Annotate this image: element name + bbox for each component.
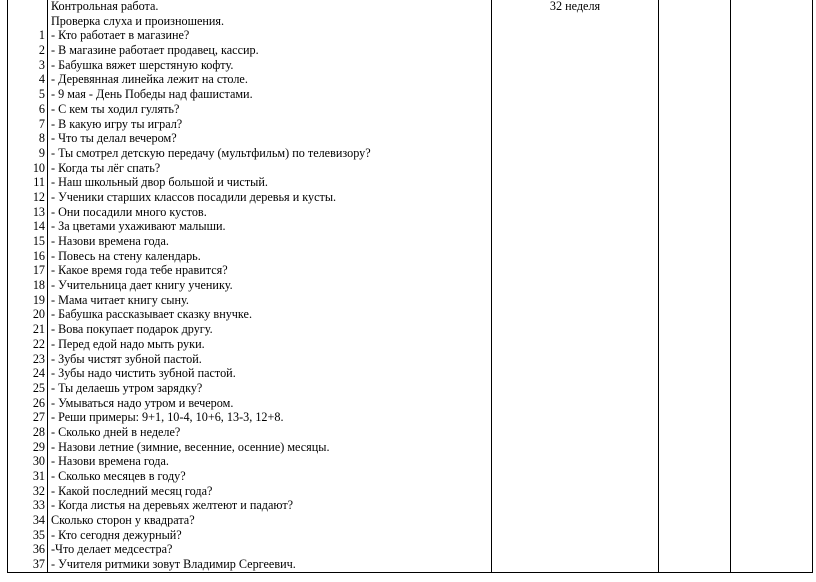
question-line: - Бабушка рассказывает сказку внучке. <box>51 307 253 322</box>
question-line: - 9 мая - День Победы над фашистами. <box>51 87 253 102</box>
question-line: - Что ты делал вечером? <box>51 131 177 146</box>
row-number: 22 <box>32 336 45 351</box>
number-column <box>8 0 48 572</box>
row-number: 19 <box>32 292 45 307</box>
row-number: 23 <box>32 351 45 366</box>
row-number: 2 <box>38 43 45 58</box>
work-title: Контрольная работа. <box>51 0 159 13</box>
question-line: - Реши примеры: 9+1, 10-4, 10+6, 13-3, 12+8. <box>51 410 284 425</box>
question-line: - С кем ты ходил гулять? <box>51 101 180 116</box>
row-number: 29 <box>32 439 45 454</box>
question-line: - Наш школьный двор большой и чистый. <box>51 175 268 190</box>
question-line: - Кто сегодня дежурный? <box>51 527 182 542</box>
question-line: - Ученики старших классов посадили деревья и кусты. <box>51 189 337 204</box>
question-line: Сколько сторон у квадрата? <box>51 513 195 528</box>
question-line: - Какой последний месяц года? <box>51 483 213 498</box>
question-line: - Назови времена года. <box>51 454 169 469</box>
question-line: - Деревянная линейка лежит на столе. <box>51 72 248 87</box>
question-list <box>51 28 491 571</box>
row-number: 30 <box>32 454 45 469</box>
row-number: 37 <box>32 557 45 572</box>
row-number: 28 <box>32 424 45 439</box>
question-line: - Назови летние (зимние, весенние, осенние) месяцы. <box>51 439 330 454</box>
row-number: 13 <box>32 204 45 219</box>
question-line: - Они посадили много кустов. <box>51 204 207 219</box>
week-label: 32 неделя <box>549 0 601 13</box>
question-line: - Ты делаешь утром зарядку? <box>51 380 203 395</box>
question-line: - Вова покупает подарок другу. <box>51 322 213 337</box>
question-line: - В какую игру ты играл? <box>51 116 183 131</box>
row-number: 6 <box>38 101 45 116</box>
row-number: 12 <box>32 189 45 204</box>
question-line: - Перед едой надо мыть руки. <box>51 336 205 351</box>
row-number: 31 <box>32 469 45 483</box>
question-line: - Мама читает книгу сыну. <box>51 292 189 307</box>
question-line: - Кто работает в магазине? <box>51 28 190 43</box>
lesson-plan-table <box>7 0 813 573</box>
question-line: -Что делает медсестра? <box>51 542 173 557</box>
row-number: 25 <box>32 380 45 395</box>
question-line: - За цветами ухаживают малыши. <box>51 219 226 234</box>
row-number: 17 <box>32 263 45 278</box>
row-number: 15 <box>32 234 45 248</box>
question-line: - Учителя ритмики зовут Владимир Сергеевич. <box>51 557 296 572</box>
week-cell <box>492 0 659 572</box>
row-number: 32 <box>32 483 45 498</box>
row-number: 10 <box>32 160 45 175</box>
question-line: - Ты смотрел детскую передачу (мультфильм) по телевизору? <box>51 145 371 160</box>
question-line: - Умываться надо утром и вечером. <box>51 395 234 410</box>
row-number: 3 <box>38 57 45 72</box>
row-number: 18 <box>32 278 45 293</box>
question-line: - Назови времена года. <box>51 234 169 248</box>
row-number: 1 <box>38 28 45 43</box>
question-line: - Учительница дает книгу ученику. <box>51 278 233 293</box>
question-line: - Когда листья на деревьях желтеют и падают? <box>51 498 294 513</box>
question-line: - В магазине работает продавец, кассир. <box>51 43 259 58</box>
row-number: 33 <box>32 498 45 513</box>
row-number: 11 <box>33 175 45 190</box>
row-number: 20 <box>32 307 45 322</box>
row-number: 16 <box>32 248 45 263</box>
row-number: 34 <box>32 513 45 528</box>
row-number: 21 <box>32 322 45 337</box>
row-number: 9 <box>38 145 45 160</box>
row-number: 35 <box>32 527 45 542</box>
table-row <box>8 0 813 572</box>
row-number: 8 <box>38 131 45 146</box>
content-column <box>48 0 492 572</box>
question-line: - Бабушка вяжет шерстяную кофту. <box>51 57 234 72</box>
row-number: 14 <box>32 219 45 234</box>
row-number: 26 <box>32 395 45 410</box>
question-line: - Сколько дней в неделе? <box>51 424 181 439</box>
question-line: - Когда ты лёг спать? <box>51 160 161 175</box>
row-number: 4 <box>38 72 45 87</box>
row-number: 7 <box>38 116 45 131</box>
row-number: 27 <box>32 410 45 425</box>
question-line: - Зубы надо чистить зубной пастой. <box>51 366 236 381</box>
question-line: - Сколько месяцев в году? <box>51 469 186 483</box>
question-line: - Повесь на стену календарь. <box>51 248 201 263</box>
question-line: - Зубы чистят зубной пастой. <box>51 351 202 366</box>
empty-cell-1 <box>659 0 731 572</box>
work-subtitle: Проверка слуха и произношения. <box>51 13 225 28</box>
row-number: 24 <box>32 366 45 381</box>
row-number: 5 <box>38 87 45 102</box>
empty-cell-2 <box>731 0 813 572</box>
row-number: 36 <box>32 542 45 557</box>
question-line: - Какое время года тебе нравится? <box>51 263 228 278</box>
row-numbers <box>8 28 45 571</box>
